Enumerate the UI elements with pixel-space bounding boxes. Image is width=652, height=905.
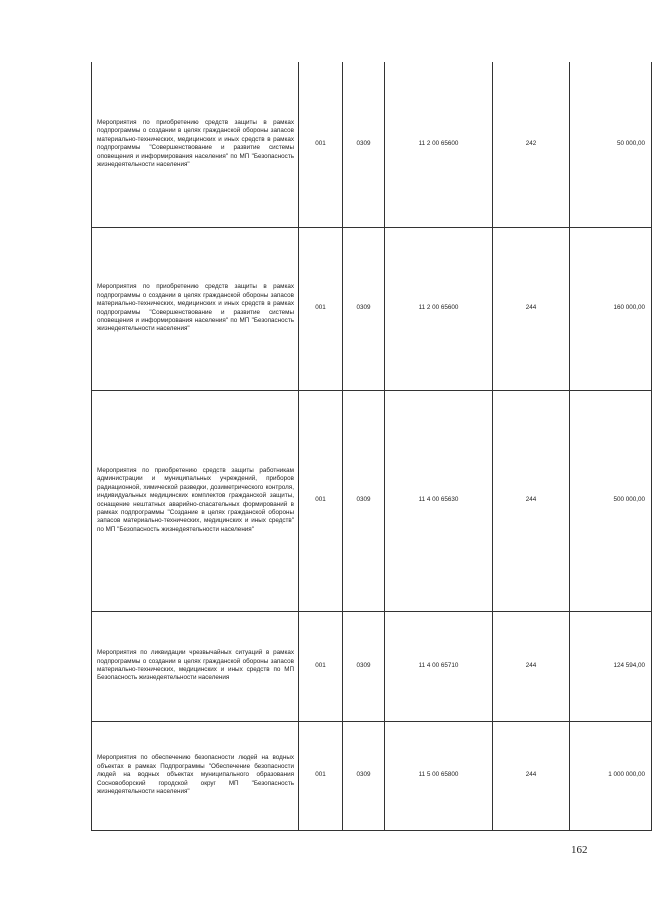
amount: 1 000 000,00 [570,721,652,830]
budget-table [91,62,652,831]
target-article-code: 11 2 00 65600 [385,227,493,390]
table-row [92,390,652,611]
target-article-code: 11 4 00 65630 [385,390,493,611]
expense-type-code: 242 [493,62,570,227]
expense-description: Мероприятия по приобретению средств защиты работникам администрации и муниципальных учреждений, приборов радиационной, химической разведки, дозиметрического контроля, индивидуальных медицинских комплектов гражданской защиты, оснащение нештатных аварийно-спасательных формирований в рамках подпрограммы "Создание в целях гражданской обороны запасов материально-технических, медицинских и иных средств" по МП "Безопасность жизнедеятельности населения" [92,390,299,611]
ministry-code: 001 [299,721,343,830]
section-code: 0309 [343,611,385,721]
table-row [92,62,652,227]
ministry-code: 001 [299,227,343,390]
target-article-code: 11 2 00 65600 [385,62,493,227]
expense-type-code: 244 [493,390,570,611]
expense-type-code: 244 [493,227,570,390]
section-code: 0309 [343,390,385,611]
expense-type-code: 244 [493,611,570,721]
expense-description: Мероприятия по обеспечению безопасности людей на водных объектах в рамках Подпрограммы "Обеспечение безопасности людей на водных объектах муниципального образования Сосновоборский городской округ МП "Безопасность жизнедеятельности населения" [92,721,299,830]
amount: 160 000,00 [570,227,652,390]
page-number: 162 [571,844,588,856]
expense-type-code: 244 [493,721,570,830]
expense-description: Мероприятия по ликвидации чрезвычайных ситуаций в рамках подпрограммы о создании в целях гражданской обороны запасов материально-технических, медицинских и иных средств по МП Безопасность жизнедеятельности населения [92,611,299,721]
section-code: 0309 [343,227,385,390]
ministry-code: 001 [299,611,343,721]
section-code: 0309 [343,721,385,830]
ministry-code: 001 [299,62,343,227]
table-row [92,611,652,721]
table-row [92,227,652,390]
ministry-code: 001 [299,390,343,611]
amount: 50 000,00 [570,62,652,227]
table-row [92,721,652,830]
amount: 500 000,00 [570,390,652,611]
target-article-code: 11 4 00 65710 [385,611,493,721]
expense-description: Мероприятия по приобретению средств защиты в рамках подпрограммы о создании в целях гражданской обороны запасов материально-технических, медицинских и иных средств в рамках подпрограммы "Совершенствование и развитие системы оповещения и информирования населения" по МП "Безопасность жизнедеятельности населения" [92,62,299,227]
target-article-code: 11 5 00 65800 [385,721,493,830]
expense-description: Мероприятия по приобретению средств защиты в рамках подпрограммы о создании в целях гражданской обороны запасов материально-технических, медицинских и иных средств в рамках подпрограммы "Совершенствование и развитие системы оповещения и информирования населения" по МП "Безопасность жизнедеятельности населения" [92,227,299,390]
amount: 124 594,00 [570,611,652,721]
section-code: 0309 [343,62,385,227]
